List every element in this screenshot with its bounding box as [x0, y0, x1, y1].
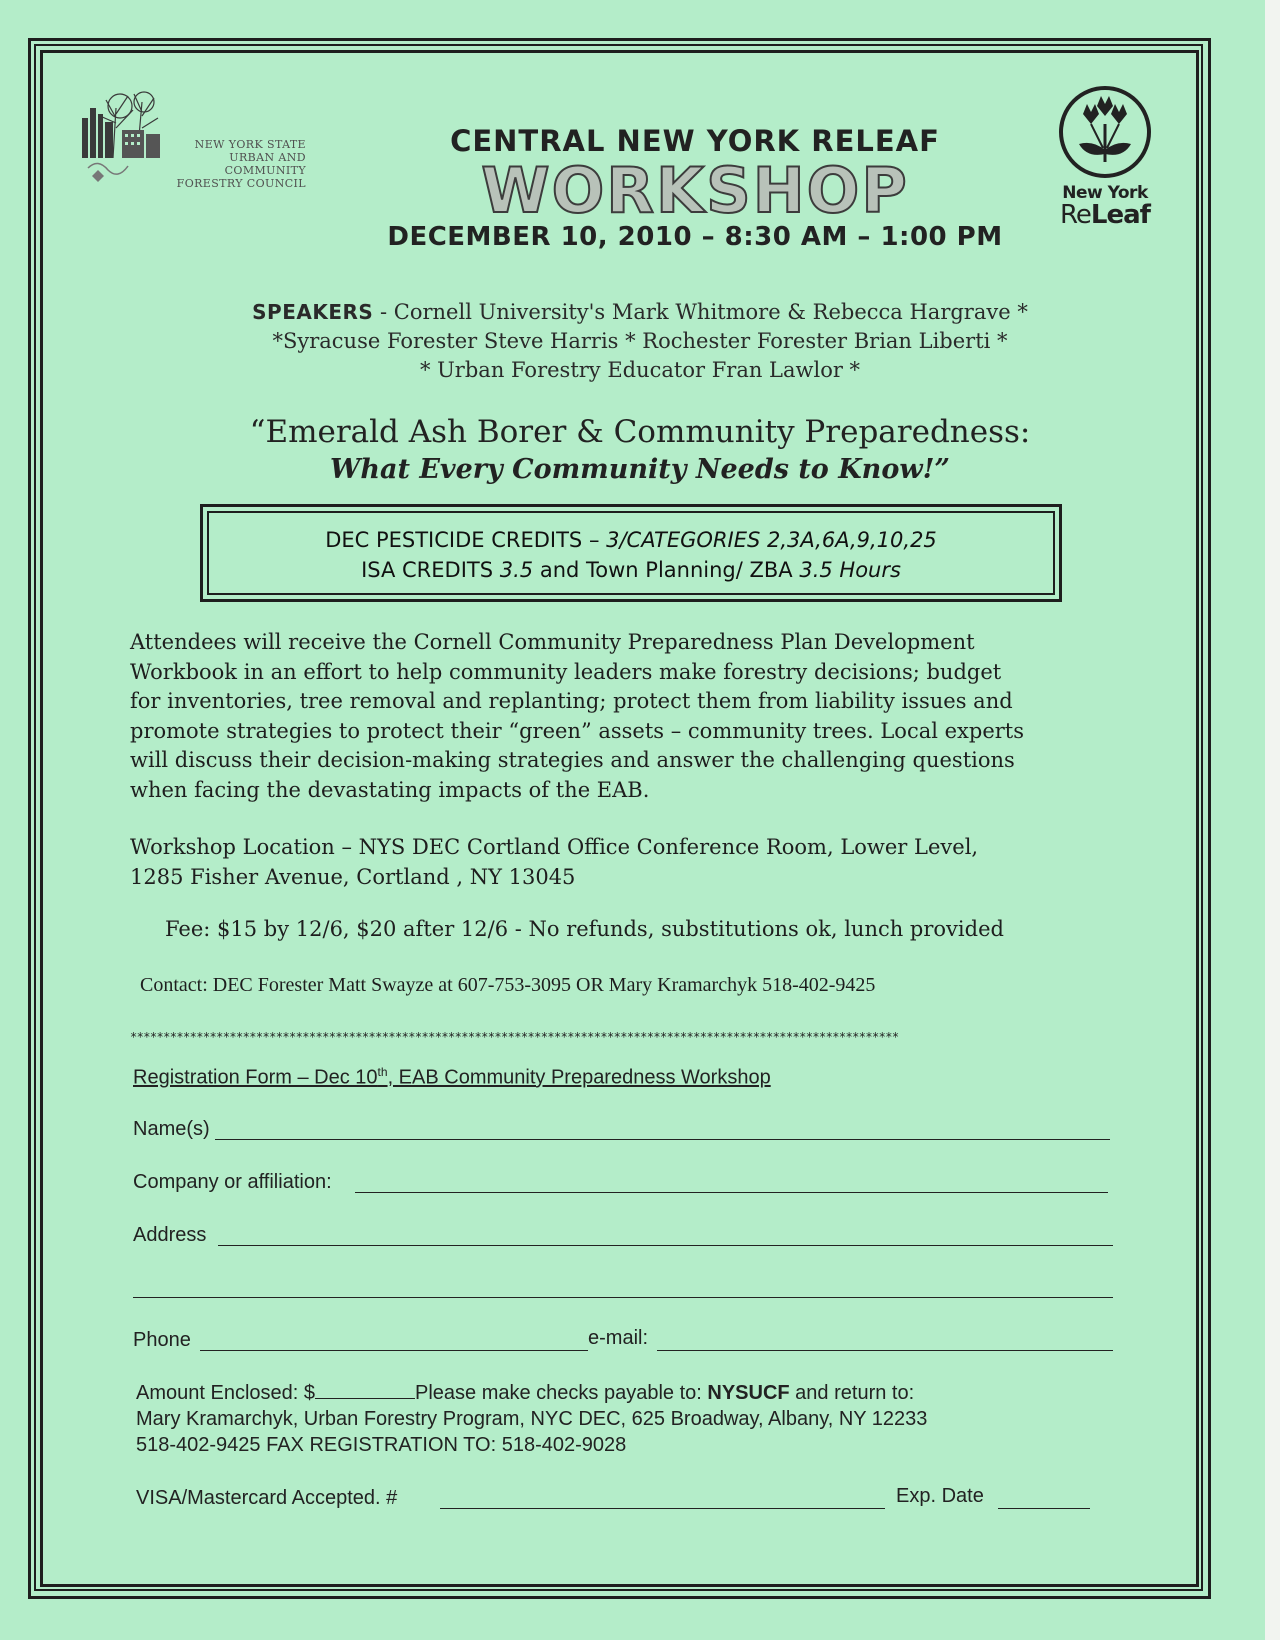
workshop-location	[130, 832, 1120, 892]
description-line: will discuss their decision-making strategies and answer the challenging questions	[130, 748, 1015, 772]
releaf-re: Re	[1060, 200, 1091, 230]
amount-label: Amount Enclosed: $	[136, 1382, 315, 1404]
council-name-line3: FORESTRY COUNCIL	[176, 177, 306, 190]
description-line: Attendees will receive the Cornell Community Preparedness Plan Development	[130, 630, 975, 654]
star-divider: ********************************************************************************************************************	[130, 1030, 899, 1044]
isa-credits-value: 3.5	[499, 558, 534, 582]
company-field[interactable]	[355, 1192, 1108, 1193]
isa-credits-label: ISA CREDITS	[361, 558, 500, 582]
credits-line2	[209, 555, 1053, 585]
phone-field[interactable]	[200, 1350, 588, 1351]
releaf-ny-text: New York	[1062, 183, 1148, 203]
speakers-line1-text: - Cornell University's Mark Whitmore & Rebecca Hargrave *	[373, 300, 1028, 324]
speakers-line2: *Syracuse Forester Steve Harris * Rochester Forester Brian Liberti *	[272, 329, 1008, 353]
email-label: e-mail:	[588, 1327, 649, 1349]
reg-title-a: Registration Form – Dec 10	[133, 1066, 378, 1089]
header-workshop: WORKSHOP	[481, 154, 909, 227]
names-label: Name(s)	[133, 1118, 210, 1140]
address-field-2[interactable]	[133, 1297, 1113, 1298]
credits-line1	[209, 525, 1053, 555]
page-border-inner	[40, 50, 1199, 1587]
registration-form-title	[133, 1065, 771, 1090]
zba-hours: 3.5 Hours	[799, 558, 901, 582]
dec-credits-categories: 3/CATEGORIES 2,3A,6A,9,10,25	[606, 528, 937, 552]
payment-line1	[136, 1380, 1136, 1406]
exp-date-label: Exp. Date	[896, 1485, 984, 1507]
topic-subtitle: What Every Community Needs to Know!”	[330, 454, 950, 485]
releaf-leaf: Leaf	[1090, 200, 1150, 230]
topic-title: “Emerald Ash Borer & Community Preparedness:	[249, 414, 1031, 450]
amount-field[interactable]	[315, 1382, 415, 1399]
speakers-block	[140, 298, 1140, 385]
description-line: Workbook in an effort to help community leaders make forestry decisions; budget	[130, 659, 1002, 684]
description-paragraph	[130, 628, 1120, 805]
fee-info: Fee: $15 by 12/6, $20 after 12/6 - No refunds, substitutions ok, lunch provided	[165, 917, 1004, 941]
names-field[interactable]	[215, 1139, 1110, 1140]
visa-label: VISA/Mastercard Accepted. #	[136, 1487, 398, 1509]
council-name-line2: URBAN AND COMMUNITY	[224, 151, 306, 177]
company-label: Company or affiliation:	[133, 1171, 332, 1193]
header-line1: CENTRAL NEW YORK RELEAF	[450, 124, 940, 158]
credits-box	[200, 504, 1062, 602]
speakers-line1	[140, 298, 1140, 327]
speakers-label: SPEAKERS	[252, 300, 374, 324]
payment-info	[136, 1380, 1136, 1458]
zba-label: and Town Planning/ ZBA	[533, 558, 800, 582]
fax-info: 518-402-9425 FAX REGISTRATION TO: 518-402-9028	[136, 1434, 627, 1456]
email-field[interactable]	[657, 1350, 1113, 1351]
contact-info: Contact: DEC Forester Matt Swayze at 607-753-3095 OR Mary Kramarchyk 518-402-9425	[140, 974, 876, 996]
header-date: DECEMBER 10, 2010 – 8:30 AM – 1:00 PM	[387, 222, 1003, 252]
credits-inner	[207, 511, 1055, 595]
description-line: promote strategies to protect their “green” assets – community trees. Local experts	[130, 718, 1025, 743]
description-line: when facing the devastating impacts of the EAB.	[130, 777, 650, 802]
payee-name: NYSUCF	[707, 1382, 790, 1404]
return-address: Mary Kramarchyk, Urban Forestry Program, NYC DEC, 625 Broadway, Albany, NY 12233	[136, 1408, 928, 1430]
location-line2: 1285 Fisher Avenue, Cortland , NY 13045	[130, 865, 576, 889]
council-logo	[78, 88, 308, 188]
phone-label: Phone	[133, 1329, 191, 1351]
address-field-1[interactable]	[218, 1245, 1113, 1246]
location-line1: Workshop Location – NYS DEC Cortland Office Conference Room, Lower Level,	[130, 835, 979, 859]
dec-credits-label: DEC PESTICIDE CREDITS –	[325, 528, 607, 552]
address-label: Address	[133, 1224, 207, 1246]
card-number-field[interactable]	[440, 1508, 885, 1509]
description-line: for inventories, tree removal and replanting; protect them from liability issues and	[130, 689, 1013, 713]
payable-label: Please make checks payable to:	[415, 1382, 708, 1404]
return-label: and return to:	[789, 1382, 915, 1404]
reg-title-b: , EAB Community Preparedness Workshop	[387, 1066, 771, 1089]
exp-date-field[interactable]	[998, 1508, 1090, 1509]
speakers-line3: * Urban Forestry Educator Fran Lawlor *	[419, 358, 861, 382]
council-name-line1: NEW YORK STATE	[194, 138, 306, 151]
reg-title-sup: th	[377, 1065, 388, 1079]
